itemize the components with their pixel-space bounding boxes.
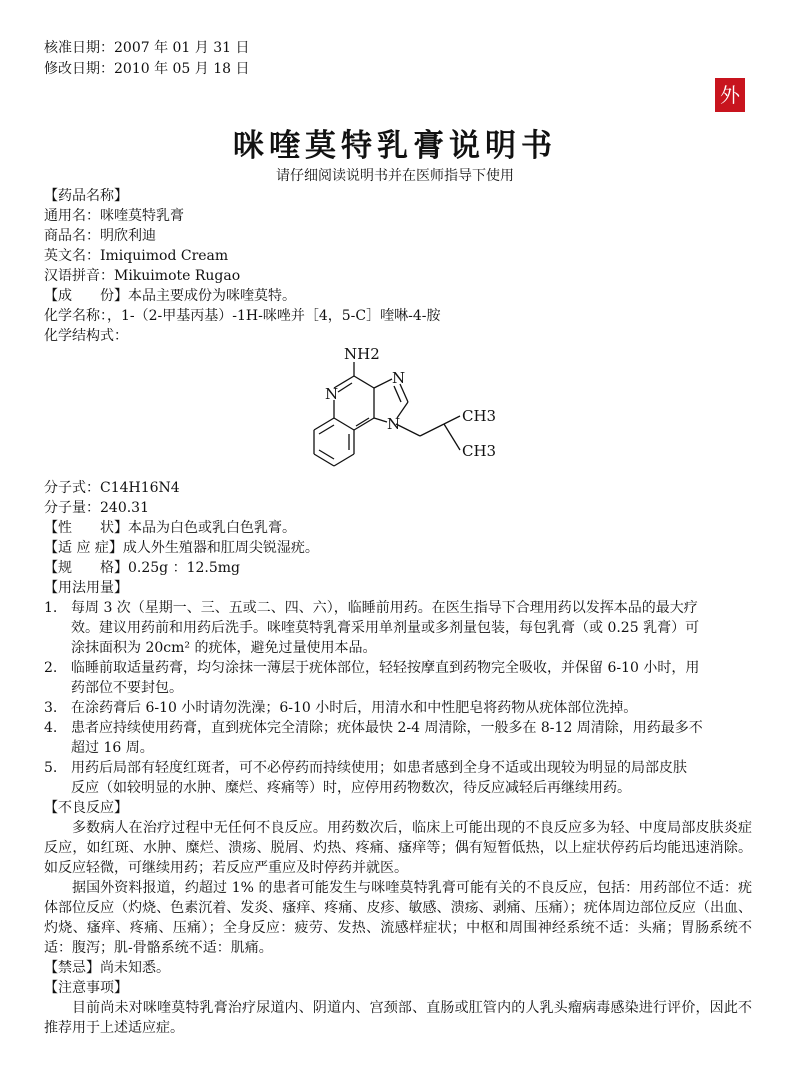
approval-date: 核准日期：2007 年 01 月 31 日 xyxy=(44,40,250,56)
usage-item xyxy=(44,598,752,658)
usage-item-line: 患者应持续使用药膏，直到疣体完全清除；疣体最快 2-4 周清除，一般多在 8-12 周清除，用药最多不 xyxy=(71,720,703,736)
structure-nitrogen-2: N xyxy=(392,369,406,387)
section-heading-usage: 【用法用量】 xyxy=(44,580,128,596)
molecular-weight: 分子量：240.31 xyxy=(44,500,149,516)
usage-item xyxy=(44,718,752,758)
structure-label: 化学结构式： xyxy=(44,328,128,344)
usage-item-line: 超过 16 周。 xyxy=(71,740,154,756)
usage-item-number: 2. xyxy=(44,660,58,676)
structure-nitrogen-1: N xyxy=(325,385,339,403)
section-heading-adverse: 【不良反应】 xyxy=(44,800,128,816)
usage-item-line: 效。建议用药前和用药后洗手。咪喹莫特乳膏采用单剂量或多剂量包装，每包乳膏（或 0.25 乳膏）可 xyxy=(71,620,700,636)
chemical-name: 化学名称：，1-（2-甲基丙基）-1H-咪唑并［4，5-C］喹啉-4-胺 xyxy=(44,308,441,324)
structure-methyl-1: CH3 xyxy=(462,407,497,425)
contraindications: 【禁忌】尚未知悉。 xyxy=(44,960,170,976)
formula-text: C14H16N4 xyxy=(100,480,180,496)
usage-item xyxy=(44,698,752,718)
ingredients: 【成 份】本品主要成份为咪喹莫特。 xyxy=(44,288,296,304)
section-heading-drug-name: 【药品名称】 xyxy=(44,188,128,204)
revision-date: 修改日期：2010 年 05 月 18 日 xyxy=(44,61,250,77)
section-heading-precautions: 【注意事项】 xyxy=(44,980,128,996)
document-subtitle: 请仔细阅读说明书并在医师指导下使用 xyxy=(276,168,514,184)
pinyin-name: 汉语拼音：Mikuimote Rugao xyxy=(44,268,241,284)
english-name: 英文名：Imiquimod Cream xyxy=(44,248,229,264)
formula-label: 分子式： xyxy=(44,480,100,496)
usage-item-line: 反应（如较明显的水肿、糜烂、疼痛等）时，应停用药物数次，待反应减轻后再继续用药。 xyxy=(71,780,631,796)
molecular-formula xyxy=(44,478,752,498)
indications: 【适 应 症】成人外生殖器和肛周尖锐湿疣。 xyxy=(44,540,319,556)
structure-methyl-2: CH3 xyxy=(462,442,497,460)
usage-item-number: 3. xyxy=(44,700,58,716)
trade-name: 商品名：明欣利迪 xyxy=(44,228,156,244)
adverse-paragraph-2: 据国外资料报道，约超过 1% 的患者可能发生与咪喹莫特乳膏可能有关的不良反应，包括：用药部位不适：疣体部位反应（灼烧、色素沉着、发炎、瘙痒、疼痛、皮疹、敏感、溃疡、剥痛、压痛）；疣体周边部位反应（出血、灼烧、瘙痒、疼痛、压痛）；全身反应：疲劳、发热、流感样症状；中枢和周围神经系统不适：头痛；胃肠系统不适：腹泻；肌-骨骼系统不适：肌痛。 xyxy=(44,880,752,956)
adverse-paragraph-1: 多数病人在治疗过程中无任何不良反应。用药数次后，临床上可能出现的不良反应多为轻、中度局部皮肤炎症反应，如红斑、水肿、糜烂、溃疡、脱屑、灼热、疼痛、瘙痒等；偶有短暂低热，以上症状停药后均能迅速消除。如反应轻微，可继续用药；若反应严重应及时停药并就医。 xyxy=(44,820,752,876)
usage-item-line: 药部位不要封包。 xyxy=(71,680,183,696)
usage-item-number: 5. xyxy=(44,760,58,776)
chemical-structure xyxy=(44,346,752,478)
usage-list xyxy=(44,598,752,798)
usage-item xyxy=(44,658,752,698)
usage-item xyxy=(44,758,752,798)
date-block xyxy=(44,38,250,80)
structure-nitrogen-3: N xyxy=(387,415,401,433)
generic-name: 通用名：咪喹莫特乳膏 xyxy=(44,208,184,224)
usage-item-number: 1. xyxy=(44,600,58,616)
usage-item-line: 临睡前取适量药膏，均匀涂抹一薄层于疣体部位，轻轻按摩直到药物完全吸收，并保留 6-10 小时，用 xyxy=(71,660,700,676)
usage-item-line: 涂抹面积为 20cm² 的疣体，避免过量使用本品。 xyxy=(71,640,377,656)
appearance: 【性 状】本品为白色或乳白色乳膏。 xyxy=(44,520,296,536)
usage-item-line: 在涂药膏后 6-10 小时请勿洗澡；6-10 小时后，用清水和中性肥皂将药物从疣体部位洗掉。 xyxy=(71,700,638,716)
specification: 【规 格】0.25g ：12.5mg xyxy=(44,560,240,576)
structure-amine-label: NH2 xyxy=(344,346,380,363)
imiquimod-structure-diagram xyxy=(300,346,530,478)
document-title: 咪喹莫特乳膏说明书 xyxy=(233,128,557,164)
document-body xyxy=(44,186,752,1038)
precautions-paragraph-1: 目前尚未对咪喹莫特乳膏治疗尿道内、阴道内、宫颈部、直肠或肛管内的人乳头瘤病毒感染进行评价，因此不推荐用于上述适应症。 xyxy=(44,1000,752,1036)
usage-item-line: 每周 3 次（星期一、三、五或二、四、六），临睡前用药。在医生指导下合理用药以发挥本品的最大疗 xyxy=(71,600,698,616)
external-use-badge: 外 xyxy=(715,78,745,112)
usage-item-number: 4. xyxy=(44,720,58,736)
usage-item-line: 用药后局部有轻度红斑者，可不必停药而持续使用；如患者感到全身不适或出现较为明显的局部皮肤 xyxy=(71,760,687,776)
